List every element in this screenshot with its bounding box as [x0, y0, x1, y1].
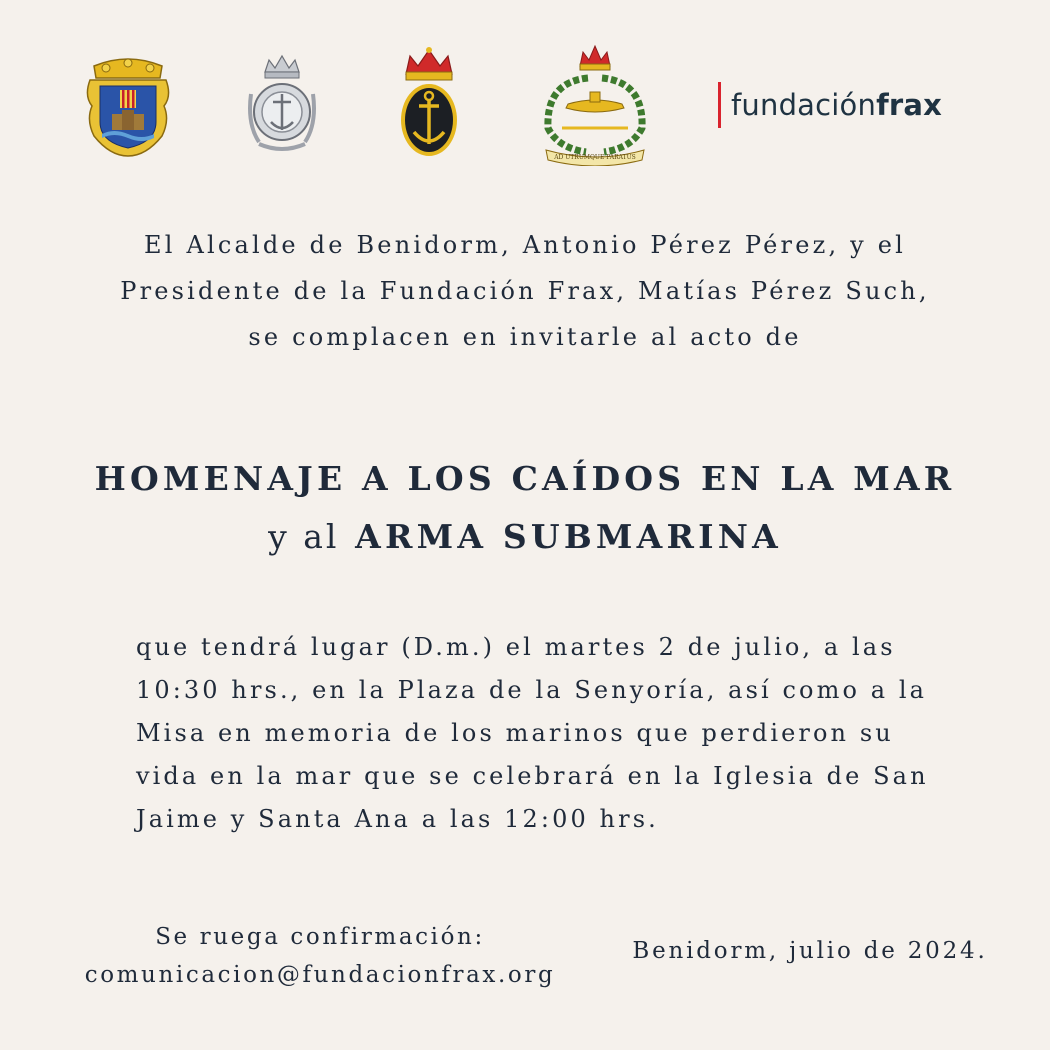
details-line: que tendrá lugar (D.m.) el martes 2 de julio, a las: [136, 633, 896, 661]
rsvp-label: Se ruega confirmación:: [155, 924, 485, 950]
submarine-motto: AD UTRUMQUE PARATUS: [554, 154, 636, 161]
submarine-force-emblem-icon: [538, 42, 652, 166]
rsvp-email-link[interactable]: comunicacion@fundacionfrax.org: [84, 962, 556, 988]
event-title-prefix: y al: [268, 517, 340, 556]
fundacion-frax-logo: [718, 80, 942, 130]
rsvp-block: [60, 918, 580, 994]
frax-wordmark-bold: frax: [876, 88, 943, 122]
place-and-date: Benidorm, julio de 2024.: [632, 938, 988, 964]
frax-wordmark: [731, 88, 942, 122]
frax-red-bar: [718, 82, 721, 128]
details-line: vida en la mar que se celebrará en la Iglesia de San: [136, 762, 929, 790]
invitation-intro: [40, 222, 1010, 360]
frax-wordmark-regular: fundación: [731, 88, 877, 122]
intro-line: Presidente de la Fundación Frax, Matías Pérez Such,: [120, 277, 930, 305]
details-line: Jaime y Santa Ana a las 12:00 hrs.: [136, 805, 659, 833]
intro-line: se complacen en invitarle al acto de: [248, 323, 802, 351]
event-title-main: ARMA SUBMARINA: [355, 517, 782, 556]
event-title-line2: [40, 508, 1010, 566]
details-line: 10:30 hrs., en la Plaza de la Senyoría, así como a la: [136, 676, 928, 704]
event-title: [40, 450, 1010, 566]
navy-anchor-emblem-icon: [398, 44, 460, 160]
details-line: Misa en memoria de los marinos que perdieron su: [136, 719, 894, 747]
event-title-line1: HOMENAJE A LOS CAÍDOS EN LA MAR: [94, 459, 956, 498]
event-details: [136, 626, 946, 841]
benidorm-coat-of-arms-icon: [84, 56, 172, 158]
intro-line: El Alcalde de Benidorm, Antonio Pérez Pérez, y el: [144, 231, 906, 259]
logo-strip: [0, 0, 1050, 200]
naval-grey-emblem-icon: [245, 54, 319, 154]
